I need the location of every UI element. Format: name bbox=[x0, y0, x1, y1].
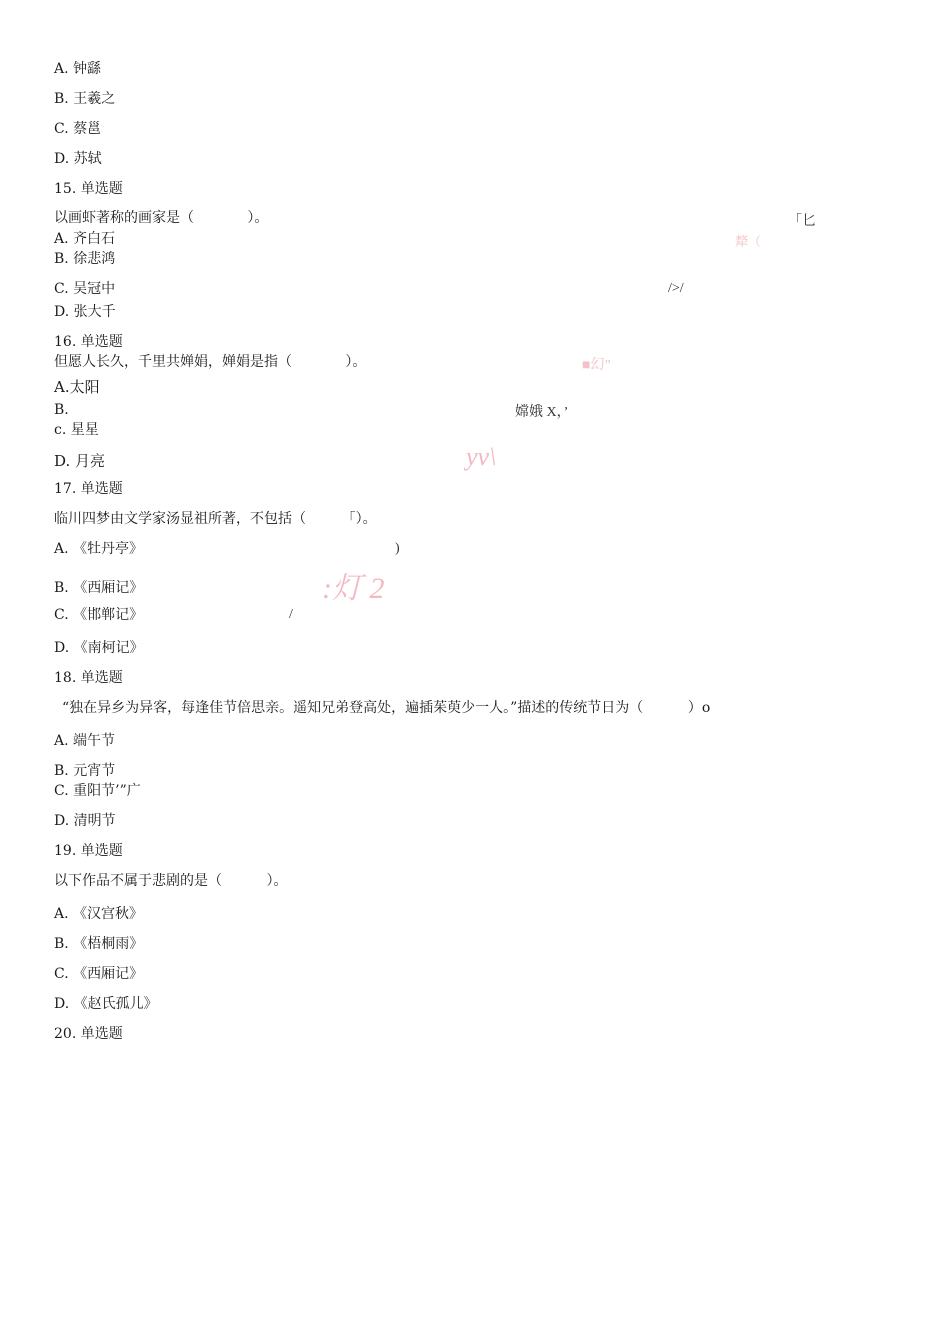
q17-option-c: C. 《邯郸记》 bbox=[54, 607, 144, 623]
q17-option-d: D. 《南柯记》 bbox=[54, 640, 144, 656]
q16-stem: 但愿人长久，千里共婵娟，婵娟是指（ ）。 bbox=[54, 354, 367, 370]
scan-artifact-bracket: 「匕 bbox=[788, 214, 816, 229]
q15-header: 15. 单选题 bbox=[54, 181, 123, 197]
q16-option-a: A.太阳 bbox=[54, 378, 100, 396]
q14-option-a: A. 钟繇 bbox=[54, 61, 102, 77]
q17-header: 17. 单选题 bbox=[54, 481, 123, 497]
scan-artifact-faint-2: ■幻” bbox=[582, 358, 611, 373]
q17-option-a: A. 《牡丹亭》 bbox=[54, 541, 144, 557]
q15-stem: 以画虾著称的画家是（ ）。 bbox=[54, 210, 269, 226]
scan-artifact-slash: / bbox=[289, 607, 293, 622]
q20-header: 20. 单选题 bbox=[54, 1026, 123, 1042]
q19-header: 19. 单选题 bbox=[54, 843, 123, 859]
q18-header: 18. 单选题 bbox=[54, 670, 123, 686]
q18-option-a: A. 端午节 bbox=[54, 733, 116, 749]
scan-artifact-paren: ) bbox=[395, 541, 400, 556]
q15-option-b: B. 徐悲鸿 bbox=[54, 251, 116, 267]
q16-option-b: B. bbox=[54, 402, 69, 418]
q14-option-c: C. 蔡邕 bbox=[54, 121, 102, 137]
q17-stem: 临川四梦由文学家汤显祖所著，不包括（ 「）。 bbox=[54, 511, 377, 527]
q19-option-a: A. 《汉宫秋》 bbox=[54, 906, 144, 922]
q16-option-d: D. 月亮 bbox=[54, 452, 106, 470]
q19-option-c: C. 《西厢记》 bbox=[54, 966, 144, 982]
q14-option-d: D. 苏轼 bbox=[54, 151, 102, 167]
q19-option-d: D. 《赵氏孤儿》 bbox=[54, 996, 158, 1012]
scan-artifact-faint-4: :灯 2 bbox=[322, 572, 385, 605]
scan-artifact-faint-1: 犛（ bbox=[735, 234, 762, 249]
q17-option-b: B. 《西厢记》 bbox=[54, 580, 144, 596]
q15-option-d: D. 张大千 bbox=[54, 304, 116, 320]
q15-option-a: A. 齐白石 bbox=[54, 231, 116, 247]
scan-artifact-change: 嫦娥 X，’ bbox=[515, 405, 569, 420]
q18-stem: “独在异乡为异客，每逢佳节倍思亲。遥知兄弟登高处，遍插茱萸少一人。”描述的传统节日为（ ）o bbox=[62, 700, 711, 716]
scan-artifact-slashes: />/ bbox=[668, 281, 684, 296]
q18-option-b: B. 元宵节 bbox=[54, 763, 116, 779]
q14-option-b: B. 王羲之 bbox=[54, 91, 116, 107]
q18-option-d: D. 清明节 bbox=[54, 813, 116, 829]
q15-option-c: C. 吴冠中 bbox=[54, 281, 116, 297]
q19-stem: 以下作品不属于悲剧的是（ ）。 bbox=[54, 873, 288, 889]
scan-artifact-faint-3: yv\ bbox=[466, 442, 497, 471]
q16-header: 16. 单选题 bbox=[54, 334, 123, 350]
q19-option-b: B. 《梧桐雨》 bbox=[54, 936, 144, 952]
q18-option-c: C. 重阳节’”广 bbox=[54, 783, 141, 799]
q16-option-c: c. 星星 bbox=[54, 422, 99, 438]
